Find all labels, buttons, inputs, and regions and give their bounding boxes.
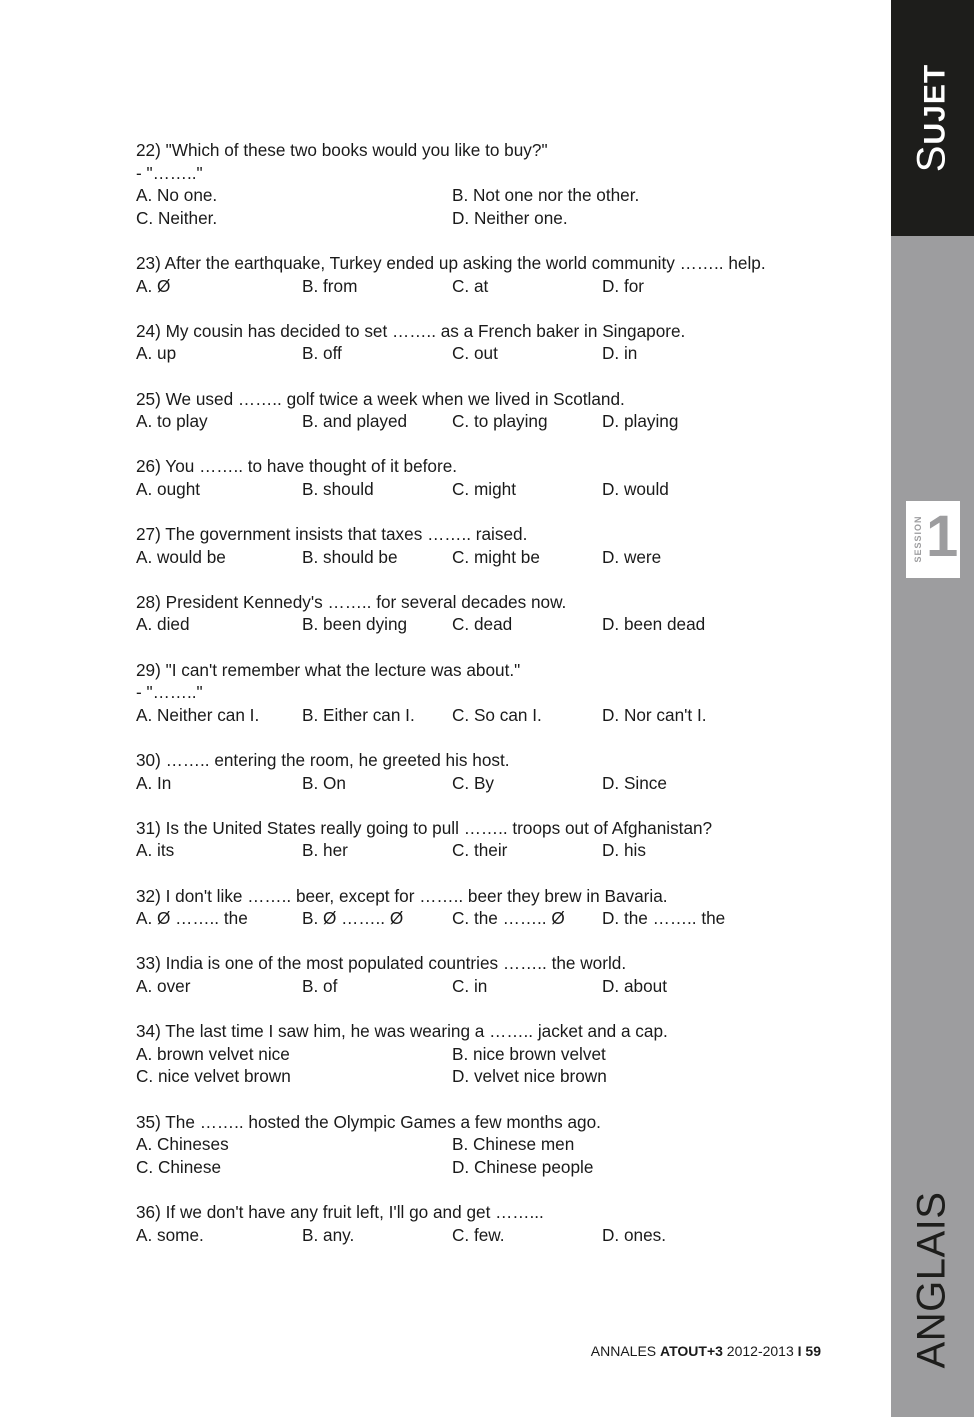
question-30 [136,749,856,794]
option-d: D. ones. [602,1224,667,1245]
question-34 [136,1020,856,1088]
option-b: B. Ø …….. Ø [302,908,404,929]
option-c: C. dead [452,614,513,635]
question-text: 26) You …….. to have thought of it before. [136,456,458,477]
answer-options [136,907,856,930]
question-list [136,139,856,1269]
option-a: A. Ø …….. the [136,908,248,929]
answer-options [136,1043,856,1088]
option-c: C. in [452,975,488,996]
question-text: 30) …….. entering the room, he greeted his host. [136,750,510,771]
session-badge [906,501,960,578]
option-c: C. the …….. Ø [452,908,565,929]
page-number: I 59 [797,1343,821,1359]
option-b: B. her [302,840,348,861]
question-25 [136,388,856,433]
question-reply: - "…….." [136,682,203,703]
option-b: B. off [302,343,342,364]
option-c: C. nice velvet brown [136,1066,291,1087]
option-b: B. should [302,478,374,499]
option-d: D. his [602,840,646,861]
question-26 [136,455,856,500]
option-b: B. Not one nor the other. [452,185,640,206]
option-c: C. their [452,840,508,861]
question-text: 31) Is the United States really going to pull …….. troops out of Afghanistan? [136,817,713,838]
option-b: B. any. [302,1224,355,1245]
option-d: D. were [602,546,662,567]
option-d: D. Neither one. [452,207,568,228]
option-c: C. few. [452,1224,505,1245]
option-a: A. ought [136,478,201,499]
option-d: D. about [602,975,667,996]
option-b: B. On [302,772,346,793]
question-text: 36) If we don't have any fruit left, I'll go and get ……... [136,1201,544,1222]
option-a: A. over [136,975,191,996]
question-29 [136,659,856,727]
option-c: C. at [452,275,489,296]
question-33 [136,952,856,997]
question-28 [136,591,856,636]
question-text: 35) The …….. hosted the Olympic Games a few months ago. [136,1111,601,1132]
question-27 [136,523,856,568]
option-a: A. No one. [136,185,218,206]
answer-options [136,275,856,298]
answer-options [136,704,856,727]
option-a: A. up [136,343,177,364]
option-a: A. Chineses [136,1134,229,1155]
option-a: A. died [136,614,190,635]
question-text: 29) "I can't remember what the lecture was about." [136,659,521,680]
question-text: 32) I don't like …….. beer, except for …….. beer they brew in Bavaria. [136,885,668,906]
option-d: D. velvet nice brown [452,1066,607,1087]
answer-options [136,613,856,636]
question-text: 27) The government insists that taxes …….. raised. [136,524,528,545]
option-c: C. By [452,772,495,793]
option-b: B. nice brown velvet [452,1043,606,1064]
answer-options [136,839,856,862]
option-d: D. would [602,478,669,499]
option-c: C. Chinese [136,1156,222,1177]
option-a: A. Ø [136,275,171,296]
option-c: C. to playing [452,411,548,432]
answer-options [136,184,856,229]
option-b: B. been dying [302,614,408,635]
option-d: D. Chinese people [452,1156,594,1177]
answer-options [136,1224,856,1247]
option-b: B. Either can I. [302,704,415,725]
question-text: 22) "Which of these two books would you like to buy?" [136,140,548,160]
option-c: C. So can I. [452,704,542,725]
option-c: C. Neither. [136,207,218,228]
footer-prefix: ANNALES [590,1343,661,1359]
option-a: A. In [136,772,172,793]
option-a: A. some. [136,1224,204,1245]
option-a: A. brown velvet nice [136,1043,290,1064]
footer-brand: ATOUT+3 [660,1343,723,1359]
option-a: A. Neither can I. [136,704,260,725]
answer-options [136,1133,856,1178]
section-title-rest: UJET [918,63,952,145]
option-b: B. of [302,975,338,996]
option-a: A. its [136,840,175,861]
footer-years: 2012-2013 [722,1343,798,1359]
question-reply: - "…….." [136,162,203,183]
option-d: D. the …….. the [602,908,726,929]
question-31 [136,817,856,862]
question-24 [136,320,856,365]
session-label: SESSION [913,515,923,563]
option-d: D. playing [602,411,679,432]
option-c: C. out [452,343,498,364]
answer-options [136,975,856,998]
option-b: B. Chinese men [452,1134,575,1155]
option-b: B. should be [302,546,398,567]
question-35 [136,1111,856,1179]
option-b: B. and played [302,411,408,432]
subject-label: ANGLAIS [909,1191,954,1369]
page-footer [591,1343,821,1359]
answer-options [136,772,856,795]
question-text: 33) India is one of the most populated countries …….. the world. [136,953,627,974]
question-text: 24) My cousin has decided to set …….. as a French baker in Singapore. [136,320,686,341]
option-d: D. Nor can't I. [602,704,707,725]
option-c: C. might [452,478,516,499]
option-d: D. for [602,275,645,296]
answer-options [136,546,856,569]
option-c: C. might be [452,546,540,567]
sidebar-section-header [891,0,974,236]
option-d: D. in [602,343,638,364]
question-36 [136,1201,856,1246]
session-number: 1 [926,504,959,569]
question-22 [136,139,856,229]
option-d: D. been dead [602,614,706,635]
section-title [910,64,955,172]
option-d: D. Since [602,772,667,793]
question-32 [136,885,856,930]
answer-options [136,410,856,433]
answer-options [136,342,856,365]
option-a: A. would be [136,546,226,567]
question-text: 25) We used …….. golf twice a week when we lived in Scotland. [136,388,625,409]
question-text: 23) After the earthquake, Turkey ended up asking the world community …….. help. [136,252,766,273]
option-a: A. to play [136,411,208,432]
question-23 [136,252,856,297]
question-text: 28) President Kennedy's …….. for several decades now. [136,591,567,612]
question-text: 34) The last time I saw him, he was wearing a …….. jacket and a cap. [136,1021,668,1042]
sidebar [891,0,974,1417]
section-title-initial: S [909,144,954,173]
answer-options [136,478,856,501]
option-b: B. from [302,275,358,296]
